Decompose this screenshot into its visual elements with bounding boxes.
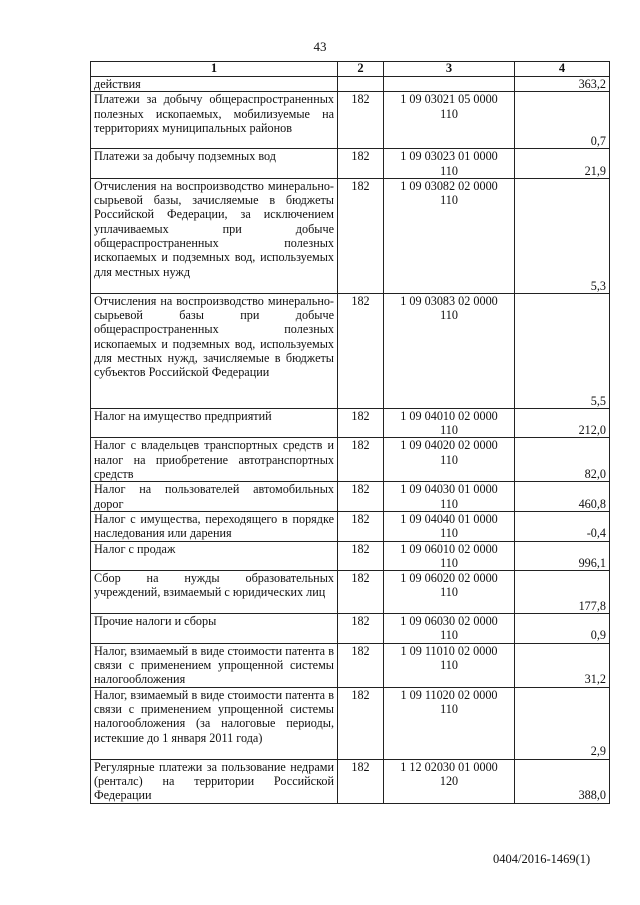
table-row — [91, 293, 610, 408]
row-admin-code: 182 — [338, 541, 384, 571]
row-admin-code: 182 — [338, 149, 384, 179]
row-admin-code: 182 — [338, 178, 384, 293]
row-name: Налог на имущество предприятий — [91, 408, 338, 438]
row-name: Сбор на нужды образовательных учреждений, взимаемый с юридических лиц — [91, 571, 338, 614]
table-row — [91, 482, 610, 512]
table-row — [91, 92, 610, 149]
table-row — [91, 571, 610, 614]
row-amount: 82,0 — [515, 438, 610, 482]
row-amount: 0,7 — [515, 92, 610, 149]
document-code: 0404/2016-1469(1) — [493, 852, 591, 866]
row-amount: -0,4 — [515, 511, 610, 541]
row-budget-code — [384, 482, 515, 512]
budget-code-line: 1 09 06010 02 0000 — [400, 541, 498, 556]
budget-code-line: 1 09 04020 02 0000 — [400, 438, 498, 453]
row-name: Регулярные платежи за пользование недрами (ренталс) на территории Российской Федерации — [91, 759, 338, 803]
budget-code-suffix: 110 — [440, 585, 458, 600]
row-amount: 996,1 — [515, 541, 610, 571]
row-name: действия — [91, 77, 338, 92]
table-header-row — [91, 62, 610, 77]
budget-code-suffix: 120 — [439, 773, 459, 788]
table-row — [91, 643, 610, 687]
budget-code-line: 1 09 06030 02 0000 — [400, 614, 498, 629]
row-name: Налог, взимаемый в виде стоимости патента в связи с применением упрощенной системы налогообложения — [91, 643, 338, 687]
budget-code-line: 1 09 03082 02 0000 — [400, 178, 498, 193]
row-name: Платежи за добычу подземных вод — [91, 149, 338, 179]
row-admin-code: 182 — [338, 759, 384, 803]
budget-code-suffix: 110 — [440, 658, 458, 673]
row-admin-code: 182 — [338, 408, 384, 438]
budget-code-suffix: 110 — [440, 106, 458, 121]
row-amount: 0,9 — [515, 614, 610, 644]
table-row — [91, 614, 610, 644]
row-amount: 5,5 — [515, 293, 610, 408]
page-number: 43 — [313, 39, 327, 54]
budget-code-line: 1 09 03021 05 0000 — [400, 92, 498, 107]
budget-code-suffix: 110 — [440, 423, 458, 438]
budget-code-line: 1 09 04010 02 0000 — [400, 408, 498, 423]
row-admin-code: 182 — [338, 293, 384, 408]
budget-code-line: 1 09 04040 01 0000 — [400, 511, 498, 526]
row-budget-code — [384, 178, 515, 293]
row-budget-code — [384, 408, 515, 438]
row-admin-code: 182 — [338, 482, 384, 512]
budget-code-line: 1 12 02030 01 0000 — [400, 759, 498, 774]
table-row — [91, 759, 610, 803]
row-budget-code — [384, 759, 515, 803]
column-header: 4 — [515, 62, 610, 77]
row-budget-code — [384, 541, 515, 571]
budget-code-line: 1 09 03083 02 0000 — [400, 293, 498, 308]
column-header: 3 — [384, 62, 515, 77]
row-amount: 212,0 — [515, 408, 610, 438]
budget-table — [90, 61, 610, 804]
row-admin-code: 182 — [338, 687, 384, 759]
row-name: Налог на пользователей автомобильных дорог — [91, 482, 338, 512]
row-admin-code: 182 — [338, 643, 384, 687]
table-row — [91, 178, 610, 293]
row-amount: 363,2 — [515, 77, 610, 92]
row-budget-code — [384, 687, 515, 759]
row-admin-code: 182 — [338, 438, 384, 482]
budget-code-suffix: 110 — [440, 555, 458, 570]
budget-code-line: 1 09 06020 02 0000 — [400, 571, 498, 586]
row-name: Налог с продаж — [91, 541, 338, 571]
row-amount: 388,0 — [515, 759, 610, 803]
row-name: Налог, взимаемый в виде стоимости патента в связи с применением упрощенной системы налогообложения (за налоговые периоды, истекшие до 1 января 2011 года) — [91, 687, 338, 759]
row-budget-code — [384, 511, 515, 541]
table-row — [91, 511, 610, 541]
budget-code-line: 1 09 11010 02 0000 — [400, 643, 498, 658]
row-admin-code: 182 — [338, 511, 384, 541]
row-admin-code — [338, 77, 384, 92]
budget-code-suffix: 110 — [440, 526, 458, 541]
row-admin-code: 182 — [338, 571, 384, 614]
budget-code-suffix: 110 — [440, 193, 458, 208]
budget-code-line: 1 09 04030 01 0000 — [400, 482, 498, 497]
row-name: Отчисления на воспроизводство минерально-сырьевой базы, зачисляемые в бюджеты Российской Федерации, за исключением уплачиваемых при добыче общераспространенных полезных ископаемых и подземных вод, используемых для местных нужд — [91, 178, 338, 293]
row-admin-code: 182 — [338, 92, 384, 149]
table-row — [91, 149, 610, 179]
row-amount: 177,8 — [515, 571, 610, 614]
budget-code-line: 1 09 03023 01 0000 — [400, 149, 498, 164]
row-budget-code — [384, 614, 515, 644]
row-name: Платежи за добычу общераспространенных полезных ископаемых, мобилизуемые на территориях муниципальных районов — [91, 92, 338, 149]
row-amount: 460,8 — [515, 482, 610, 512]
budget-code-suffix: 110 — [440, 163, 458, 178]
table-row — [91, 77, 610, 92]
budget-code-suffix: 110 — [440, 496, 458, 511]
row-budget-code — [384, 149, 515, 179]
column-header: 1 — [91, 62, 338, 77]
table-row — [91, 541, 610, 571]
row-name: Прочие налоги и сборы — [91, 614, 338, 644]
column-header: 2 — [338, 62, 384, 77]
row-name: Налог с имущества, переходящего в порядке наследования или дарения — [91, 511, 338, 541]
budget-code-suffix: 110 — [440, 308, 458, 323]
row-amount: 21,9 — [515, 149, 610, 179]
row-amount: 31,2 — [515, 643, 610, 687]
budget-code-suffix: 110 — [440, 701, 458, 716]
row-budget-code — [384, 438, 515, 482]
row-amount: 2,9 — [515, 687, 610, 759]
budget-code-suffix: 110 — [440, 628, 458, 643]
table-row — [91, 408, 610, 438]
row-name: Налог с владельцев транспортных средств и налог на приобретение автотранспортных средств — [91, 438, 338, 482]
table-row — [91, 687, 610, 759]
row-budget-code — [384, 571, 515, 614]
row-budget-code — [384, 92, 515, 149]
row-amount: 5,3 — [515, 178, 610, 293]
row-budget-code — [384, 643, 515, 687]
row-name: Отчисления на воспроизводство минерально-сырьевой базы при добыче общераспространенных полезных ископаемых и подземных вод, используемых для местных нужд, зачисляемые в бюджеты субъектов Российской Федерации — [91, 293, 338, 408]
row-admin-code: 182 — [338, 614, 384, 644]
budget-code-line: 1 09 11020 02 0000 — [400, 687, 498, 702]
row-budget-code — [384, 77, 515, 92]
budget-code-suffix: 110 — [440, 452, 458, 467]
row-budget-code — [384, 293, 515, 408]
table-row — [91, 438, 610, 482]
